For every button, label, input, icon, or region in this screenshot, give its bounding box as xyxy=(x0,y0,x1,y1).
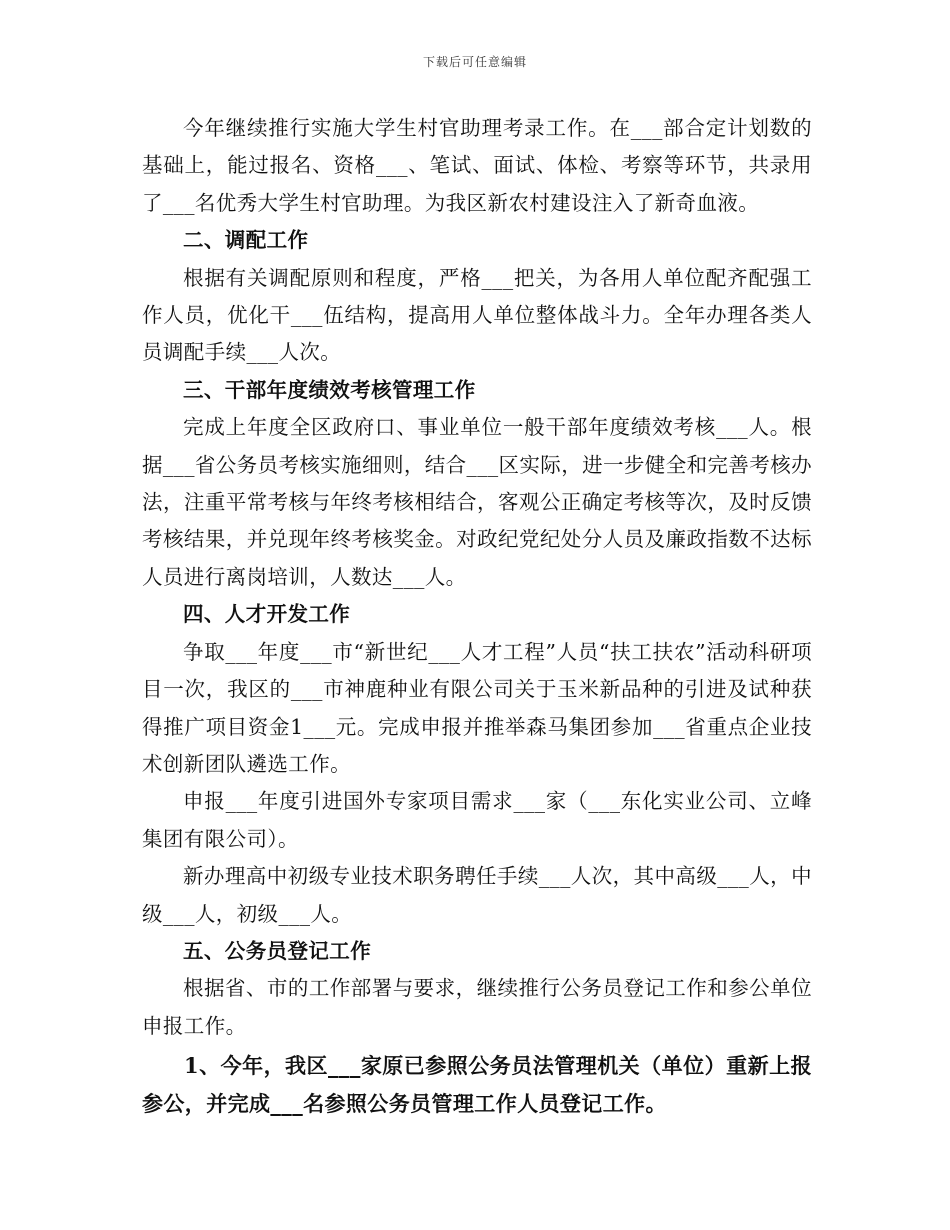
heading-talent-development: 四、人才开发工作 xyxy=(183,602,351,627)
page-header: 下载后可任意编辑 xyxy=(422,55,527,69)
paragraph-performance-review: 完成上年度全区政府口、事业单位一般干部年度绩效考核___人。根据___省公务员考核实施细则，结合___区实际，进一步健全和完善考核办法，注重平常考核与年终考核相结合，客观公正确定考核等次，及时反馈考核结果，并兑现年终考核奖金。对政纪党纪处分人员及廉政指数不达标人员进行离岗培训，人数达___人。 xyxy=(142,415,812,589)
paragraph-professional-titles: 新办理高中初级专业技术职务聘任手续___人次，其中高级___人，中级___人，初级___人。 xyxy=(142,864,812,926)
heading-allocation: 二、调配工作 xyxy=(183,228,309,253)
paragraph-registration-intro: 根据省、市的工作部署与要求，继续推行公务员登记工作和参公单位申报工作。 xyxy=(142,976,812,1038)
paragraph-foreign-experts: 申报___年度引进国外专家项目需求___家（___东化实业公司、立峰集团有限公司）。 xyxy=(142,789,812,851)
heading-civil-servant-registration: 五、公务员登记工作 xyxy=(183,938,372,963)
paragraph-registration-item-1: 1、今年，我区___家原已参照公务员法管理机关（单位）重新上报参公，并完成___名参照公务员管理工作人员登记工作。 xyxy=(142,1053,812,1117)
paragraph-talent-projects: 争取___年度___市“新世纪___人才工程”人员“扶工扶农”活动科研项目一次，我区的___市神鹿种业有限公司关于玉米新品种的引进及试种获得推广项目资金1___元。完成申报并推举森马集团参加___省重点企业技术创新团队遴选工作。 xyxy=(142,639,812,776)
paragraph-village-official: 今年继续推行实施大学生村官助理考录工作。在___部合定计划数的基础上，能过报名、资格___、笔试、面试、体检、考察等环节，共录用了___名优秀大学生村官助理。为我区新农村建设注入了新奇血液。 xyxy=(142,116,812,215)
paragraph-allocation: 根据有关调配原则和程度，严格___把关，为各用人单位配齐配强工作人员，优化干___伍结构，提高用人单位整体战斗力。全年办理各类人员调配手续___人次。 xyxy=(142,265,812,365)
heading-performance-review: 三、干部年度绩效考核管理工作 xyxy=(183,377,476,402)
document-body xyxy=(142,110,812,1123)
